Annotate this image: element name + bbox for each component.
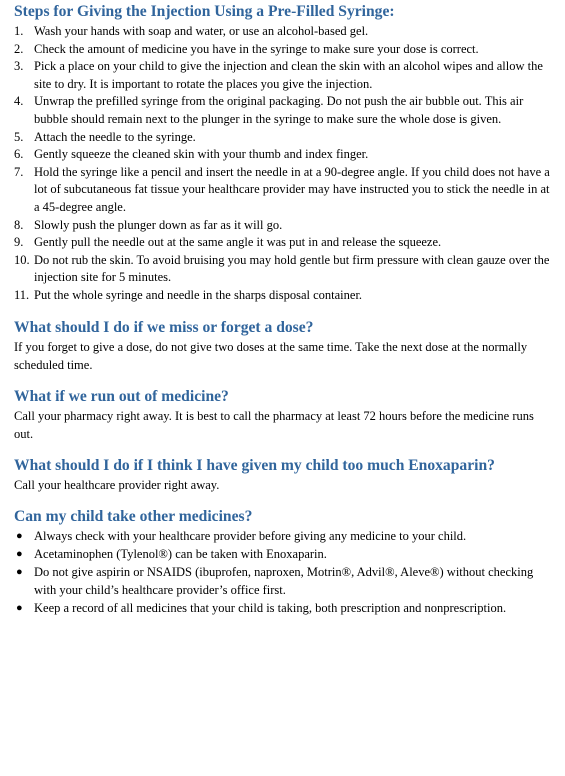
step-number: 2. <box>14 41 24 56</box>
step-number: 4. <box>14 94 24 109</box>
list-item <box>14 563 554 599</box>
list-item <box>14 234 554 252</box>
step-number: 9. <box>14 235 24 250</box>
step-number: 8. <box>14 217 24 232</box>
list-item <box>14 217 554 235</box>
step-text: Check the amount of medicine you have in the syringe to make sure your dose is correct. <box>34 41 479 56</box>
missed-dose-heading: What should I do if we miss or forget a dose? <box>14 318 314 336</box>
step-number: 10. <box>14 252 30 267</box>
too-much-section <box>14 456 554 494</box>
step-text: Attach the needle to the syringe. <box>34 129 196 144</box>
list-item <box>14 23 554 41</box>
list-item <box>14 58 554 93</box>
step-text: Gently squeeze the cleaned skin with your thumb and index finger. <box>34 147 369 162</box>
step-number: 11. <box>14 287 30 302</box>
list-item <box>14 129 554 147</box>
list-item <box>14 146 554 164</box>
run-out-text: Call your pharmacy right away. It is best to call the pharmacy at least 72 hours before the medicine runs out. <box>14 408 534 441</box>
other-medicines-heading: Can my child take other medicines? <box>14 507 253 525</box>
list-item <box>14 545 554 563</box>
too-much-text: Call your healthcare provider right away. <box>14 477 220 492</box>
missed-dose-section <box>14 318 554 374</box>
run-out-section <box>14 387 554 443</box>
injection-steps-section <box>14 2 554 305</box>
step-number: 3. <box>14 59 24 74</box>
bullet-text: Always check with your healthcare provider before giving any medicine to your child. <box>34 528 467 543</box>
step-number: 7. <box>14 164 24 179</box>
other-medicines-section <box>14 507 554 617</box>
list-item <box>14 527 554 545</box>
step-text: Gently pull the needle out at the same angle it was put in and release the squeeze. <box>34 235 442 250</box>
injection-steps-list <box>14 23 554 305</box>
too-much-heading: What should I do if I think I have given my child too much Enoxaparin? <box>14 456 495 474</box>
list-item <box>14 164 554 217</box>
list-item <box>14 41 554 59</box>
bullet-icon: ● <box>16 547 23 560</box>
run-out-heading: What if we run out of medicine? <box>14 387 229 405</box>
step-number: 1. <box>14 24 24 38</box>
other-medicines-list <box>14 527 554 617</box>
step-text: Wash your hands with soap and water, or use an alcohol-based gel. <box>34 24 369 38</box>
step-text: Pick a place on your child to give the injection and clean the skin with an alcohol wipes and allow the site to dry. It is important to rotate the places you give the injection. <box>34 59 543 91</box>
bullet-text: Do not give aspirin or NSAIDS (ibuprofen, naproxen, Motrin®, Advil®, Aleve®) without checking with your child’s healthcare provider’s office first. <box>34 564 534 597</box>
list-item <box>14 93 554 128</box>
bullet-icon: ● <box>16 529 23 542</box>
step-text: Do not rub the skin. To avoid bruising you may hold gentle but firm pressure with clean gauze over the injection site for 5 minutes. <box>34 252 550 285</box>
step-text: Slowly push the plunger down as far as it will go. <box>34 217 283 232</box>
list-item <box>14 599 554 617</box>
step-text: Put the whole syringe and needle in the sharps disposal container. <box>34 287 363 302</box>
missed-dose-text: If you forget to give a dose, do not give two doses at the same time. Take the next dose at the normally scheduled time. <box>14 339 528 372</box>
list-item <box>14 287 554 305</box>
injection-steps-heading: Steps for Giving the Injection Using a Pre-Filled Syringe: <box>14 3 395 20</box>
step-number: 5. <box>14 129 24 144</box>
bullet-icon: ● <box>16 565 23 578</box>
step-text: Unwrap the prefilled syringe from the original packaging. Do not push the air bubble out. This air bubble should remain next to the plunger in the syringe to make sure the whole dose is given. <box>34 94 524 126</box>
list-item <box>14 252 554 287</box>
document-page <box>14 2 554 617</box>
bullet-icon: ● <box>16 601 23 614</box>
step-text: Hold the syringe like a pencil and insert the needle in at a 90-degree angle. If you child does not have a lot of subcutaneous fat tissue your healthcare provider may have instructed you to stick the needle in at a 45-degree angle. <box>34 164 550 214</box>
bullet-text: Keep a record of all medicines that your child is taking, both prescription and nonprescription. <box>34 600 507 615</box>
step-number: 6. <box>14 147 24 162</box>
bullet-text: Acetaminophen (Tylenol®) can be taken with Enoxaparin. <box>34 546 327 561</box>
